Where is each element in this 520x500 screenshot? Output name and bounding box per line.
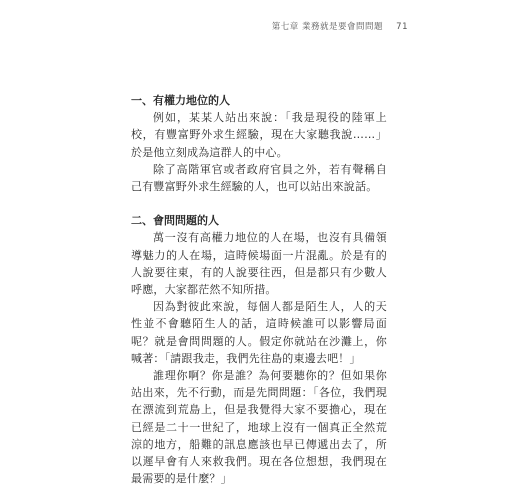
section-power bbox=[131, 92, 387, 195]
section-heading: 一、有權力地位的人 bbox=[131, 94, 230, 107]
paragraph: 除了高階軍官或者政府官員之外，若有聲稱自己有豐富野外求生經驗的人，也可以站出來說話。 bbox=[131, 162, 387, 194]
section-heading: 二、會問問題的人 bbox=[131, 214, 219, 228]
paragraph: 因為對彼此來說，每個人都是陌生人，人的天性並不會聽陌生人的話，這時候誰可以影響局面呢？就是會問問題的人。假定你就站在沙灘上，你喊著：「請跟我走，我們先往島的東邊去吧！」 bbox=[131, 300, 387, 365]
chapter-title: 第七章 業務就是要會問問題 bbox=[271, 22, 383, 32]
page-number: 71 bbox=[396, 22, 408, 32]
section-questions bbox=[131, 212, 387, 487]
paragraph: 萬一沒有高權力地位的人在場，也沒有具備領導魅力的人在場，這時候場面一片混亂。於是有的人說要往東，有的人說要往西，但是都只有少數人呼應，大家都茫然不知所措。 bbox=[131, 231, 387, 297]
paragraph: 例如，某某人站出來說：「我是現役的陸軍上校，有豐富野外求生經驗，現在大家聽我說……」於是他立刻成為這群人的中心。 bbox=[131, 111, 387, 159]
section-spacer bbox=[131, 195, 387, 212]
body-text bbox=[131, 92, 387, 487]
running-header bbox=[272, 20, 408, 32]
paragraph: 誰理你啊？你是誰？為何要聽你的？但如果你站出來，先不行動，而是先問問題：「各位，我們現在漂流到荒島上，但是我覺得大家不要擔心，現在已經是二十一世紀了，地球上沒有一個真正全然荒涼的地方，船難的訊息應該也早已傳遞出去了，所以遲早會有人來救我們。現在各位想想，我們現在最需要的是什麼？」 bbox=[131, 369, 387, 486]
